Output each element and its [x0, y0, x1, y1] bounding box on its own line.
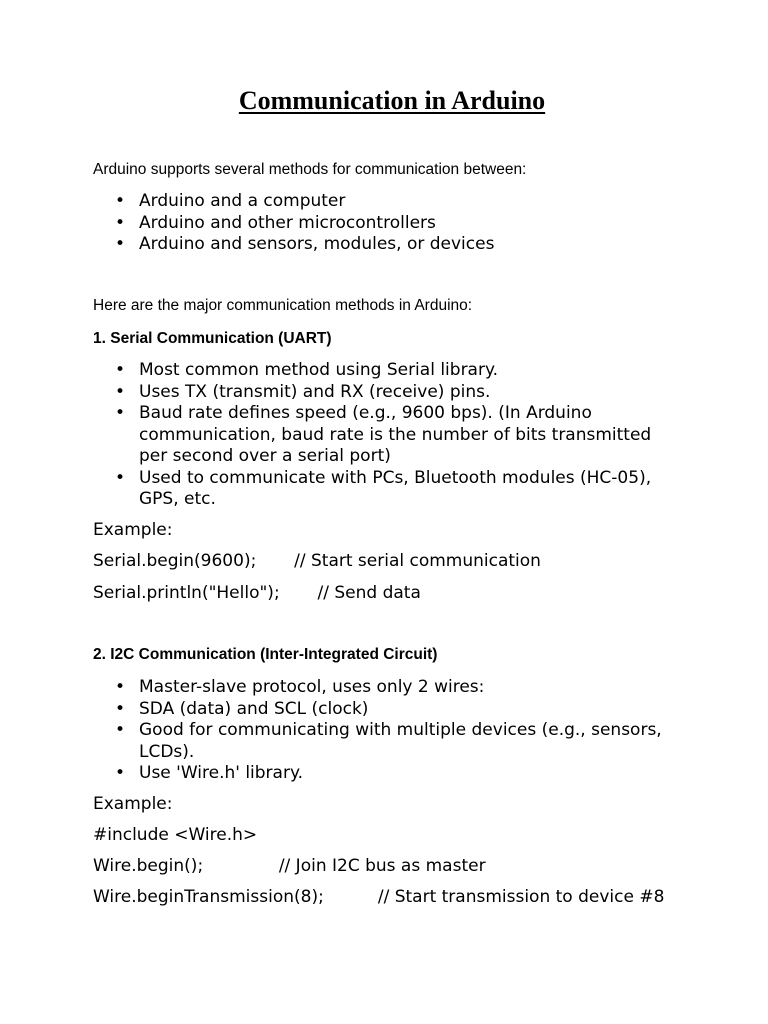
serial-heading: 1. Serial Communication (UART) — [93, 330, 332, 347]
bullet-icon: • — [115, 191, 126, 211]
serial-example-label: Example: — [93, 520, 173, 540]
list-item — [93, 191, 673, 213]
page-title: Communication in Arduino — [238, 86, 546, 115]
list-item — [93, 763, 673, 785]
i2c-example-label: Example: — [93, 794, 173, 814]
list-item-text: Arduino and a computer — [139, 191, 346, 211]
list-item-text: Arduino and other microcontrollers — [139, 212, 436, 233]
list-item-text: SDA (data) and SCL (clock) — [139, 698, 369, 719]
bullet-icon: • — [115, 763, 126, 783]
bullet-icon: • — [115, 403, 126, 423]
intro-text: Arduino supports several methods for communication between: — [93, 161, 527, 178]
list-item — [93, 677, 673, 699]
bullet-icon: • — [115, 720, 126, 740]
list-item — [93, 720, 673, 763]
list-item-text: Good for communicating with multiple devices (e.g., sensors, LCDs). — [139, 720, 662, 762]
intro-list — [93, 191, 673, 256]
list-item — [93, 234, 673, 256]
bullet-icon: • — [115, 677, 126, 697]
list-item — [93, 382, 673, 404]
bullet-icon: • — [115, 698, 126, 719]
serial-code-line: Serial.begin(9600); // Start serial communication — [93, 551, 541, 571]
i2c-heading: 2. I2C Communication (Inter-Integrated Circuit) — [93, 646, 438, 663]
serial-code-line: Serial.println("Hello"); // Send data — [93, 583, 421, 603]
list-item-text: Uses TX (transmit) and RX (receive) pins. — [139, 381, 491, 402]
serial-list — [93, 360, 673, 511]
list-item — [93, 213, 673, 235]
list-item-text: Most common method using Serial library. — [139, 360, 499, 380]
list-item — [93, 468, 673, 511]
list-item — [93, 403, 673, 468]
list-item-text: Arduino and sensors, modules, or devices — [139, 234, 495, 254]
methods-intro-text: Here are the major communication methods in Arduino: — [93, 297, 473, 314]
list-item — [93, 699, 673, 721]
bullet-icon: • — [115, 467, 126, 488]
i2c-code-line: #include <Wire.h> — [93, 825, 258, 845]
list-item-text: Baud rate defines speed (e.g., 9600 bps). (In Arduino communication, baud rate is the number of bits transmitted per second over a serial port) — [139, 403, 652, 466]
list-item-text: Used to communicate with PCs, Bluetooth modules (HC-05), GPS, etc. — [139, 467, 652, 509]
bullet-icon: • — [115, 212, 126, 233]
bullet-icon: • — [115, 360, 126, 380]
list-item — [93, 360, 673, 382]
i2c-code-line: Wire.begin(); // Join I2C bus as master — [93, 856, 486, 876]
i2c-code-line: Wire.beginTransmission(8); // Start transmission to device #8 — [93, 887, 665, 907]
i2c-list — [93, 677, 673, 785]
list-item-text: Master-slave protocol, uses only 2 wires: — [139, 677, 485, 697]
bullet-icon: • — [115, 381, 126, 402]
list-item-text: Use 'Wire.h' library. — [139, 763, 303, 783]
bullet-icon: • — [115, 234, 126, 254]
